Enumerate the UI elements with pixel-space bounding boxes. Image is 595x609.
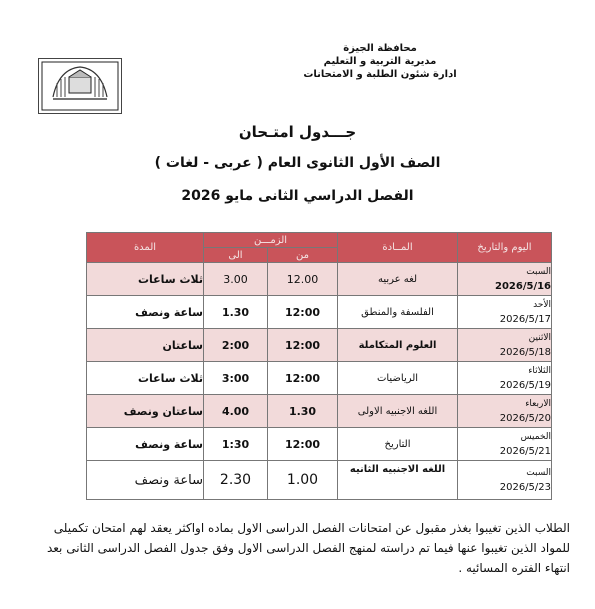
duration-cell: ثلاث ساعات [87,263,204,296]
from-cell: 12:00 [268,296,338,329]
governorate-label: محافظة الجيزة [343,43,417,54]
duration-cell: ساعة ونصف [87,428,204,461]
header-duration: المدة [87,233,204,263]
to-cell: 2:00 [204,329,268,362]
logo-emblem-icon [39,59,121,113]
from-cell: 12.00 [268,263,338,296]
table-row [87,428,552,461]
date-label: 2026/5/23 [499,481,552,493]
term-title: الفصل الدراسي الثانى مايو 2026 [181,188,414,204]
header-subject: المــادة [338,233,458,263]
from-cell: 12:00 [268,362,338,395]
directorate-label: مديرية التربية و التعليم [323,56,437,67]
exam-schedule-table [86,232,552,500]
table-row [87,296,552,329]
to-cell: 1:30 [204,428,268,461]
to-cell: 1.30 [204,296,268,329]
to-cell: 2.30 [204,461,268,500]
day-label: الأحد [533,299,552,310]
header-block [295,42,465,81]
duration-cell: ساعة ونصف [87,461,204,500]
date-label: 2026/5/20 [499,412,552,424]
header-from: من [268,248,338,263]
date-label: 2026/5/21 [499,445,552,457]
day-label: الثلاثاء [528,365,552,376]
to-cell: 4.00 [204,395,268,428]
from-cell: 1.30 [268,395,338,428]
table-row [87,461,552,500]
date-label: 2026/5/19 [499,379,552,391]
subject-cell: لغه عربيه [338,263,458,296]
day-label: الخميس [520,431,552,442]
subject-cell: الرياضيات [338,362,458,395]
to-cell: 3:00 [204,362,268,395]
subject-cell: الفلسفة والمنطق [338,296,458,329]
subject-cell: العلوم المتكاملة [338,329,458,362]
document-title: جـــدول امتـحان [238,123,357,141]
header-to: الى [204,248,268,263]
day-label: السبت [526,266,552,277]
from-cell: 1.00 [268,461,338,500]
administration-label: ادارة شئون الطلبة و الامتحانات [303,69,457,80]
table-row [87,395,552,428]
table-row [87,362,552,395]
table-row [87,263,552,296]
date-label: 2026/5/16 [495,280,552,292]
logo-seal [38,58,122,114]
date-label: 2026/5/18 [499,346,552,358]
duration-cell: ساعة ونصف [87,296,204,329]
subject-cell: اللغه الاجنبيه الثانيه [338,461,458,500]
day-label: الاربعاء [525,398,552,409]
duration-cell: ساعتان [87,329,204,362]
to-cell: 3.00 [204,263,268,296]
header-time: الزمـــن [204,233,338,248]
duration-cell: ساعتان ونصف [87,395,204,428]
header-day: اليوم والتاريخ [458,233,552,263]
subject-cell: اللغه الاجنبيه الاولى [338,395,458,428]
date-label: 2026/5/17 [499,313,552,325]
duration-cell: ثلاث ساعات [87,362,204,395]
table-row [87,329,552,362]
from-cell: 12:00 [268,428,338,461]
day-label: الاثنين [528,332,552,343]
grade-title: الصف الأول الثانوى العام ( عربى - لغات ) [154,155,441,171]
day-label: السبت [526,467,552,478]
from-cell: 12:00 [268,329,338,362]
subject-cell: التاريخ [338,428,458,461]
footer-note: الطلاب الذين تغيبوا بغذر مقبول عن امتحانات الفصل الدراسى الاول بماده اواكثر يعقد لهم امتحان تكميلى للمواد الذين تغيبوا عنها فيما تم دراسته لمنهج الفصل الدراسى الاول وفق جدول الفصل الدراسى الثانى بعد انتهاء الفتره المسائيه . [46,521,570,575]
